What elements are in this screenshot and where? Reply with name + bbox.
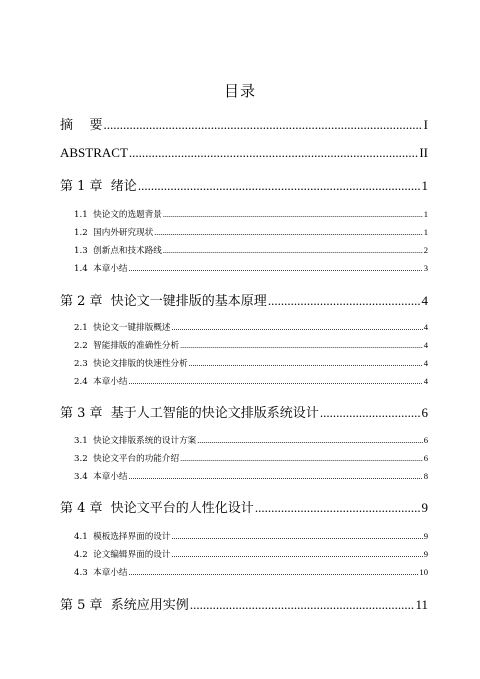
toc-entry-label: 摘 要 bbox=[60, 118, 103, 133]
toc-entry-page: 4 bbox=[423, 376, 428, 386]
toc-entry-page: 1 bbox=[423, 209, 428, 219]
toc-entry-chapter-4[interactable] bbox=[60, 497, 428, 516]
toc-entry-label: 3.1 快论文排版系统的设计方案 bbox=[74, 436, 197, 446]
toc-entry-chapter-2[interactable] bbox=[60, 290, 428, 309]
toc-leader-dots bbox=[171, 550, 422, 559]
toc-leader-dots bbox=[129, 472, 423, 481]
toc-leader-dots bbox=[163, 210, 423, 219]
toc-entry-2-4[interactable] bbox=[74, 375, 428, 387]
toc-entry-label: 第 3 章 基于人工智能的快论文排版系统设计 bbox=[60, 406, 319, 421]
toc-entry-4-2[interactable] bbox=[74, 548, 428, 560]
toc-entry-chapter-5[interactable] bbox=[60, 594, 428, 613]
toc-entry-label: 2.4 本章小结 bbox=[74, 377, 128, 387]
toc-entry-1-1[interactable] bbox=[74, 208, 428, 220]
toc-entry-chapter-3[interactable] bbox=[60, 402, 428, 421]
toc-leader-dots bbox=[180, 341, 423, 350]
toc-entry-4-3[interactable] bbox=[74, 566, 428, 578]
toc-entry-1-2[interactable] bbox=[74, 226, 428, 238]
toc-entry-1-3[interactable] bbox=[74, 244, 428, 256]
toc-entry-label: 2.1 快论文一键排版概述 bbox=[74, 323, 171, 333]
toc-entry-page: 4 bbox=[421, 293, 428, 308]
toc-entry-label: 3.4 本章小结 bbox=[74, 472, 128, 482]
toc-entry-chapter-1[interactable] bbox=[60, 175, 428, 194]
toc-entry-label: 第 1 章 绪论 bbox=[60, 179, 137, 194]
toc-entry-page: 11 bbox=[415, 597, 428, 612]
toc-entry-label: 第 2 章 快论文一键排版的基本原理 bbox=[60, 294, 267, 309]
toc-entry-2-3[interactable] bbox=[74, 357, 428, 369]
toc-entry-page: 9 bbox=[423, 549, 428, 559]
toc-leader-dots bbox=[190, 597, 415, 613]
toc-entry-label: 2.2 智能排版的准确性分析 bbox=[74, 341, 180, 351]
toc-leader-dots bbox=[268, 293, 421, 309]
toc-entry-label: 第 4 章 快论文平台的人性化设计 bbox=[60, 501, 254, 516]
toc-entry-page: 4 bbox=[423, 358, 428, 368]
toc-entry-page: 2 bbox=[423, 245, 428, 255]
toc-entry-4-1[interactable] bbox=[74, 530, 428, 542]
toc-entry-page: 9 bbox=[423, 531, 428, 541]
toc-entry-page: 1 bbox=[423, 227, 428, 237]
toc-entry-label: 1.3 创新点和技术路线 bbox=[74, 246, 162, 256]
toc-entry-page: I bbox=[423, 117, 428, 132]
toc-leader-dots bbox=[129, 377, 423, 386]
toc-leader-dots bbox=[255, 500, 421, 516]
toc-entry-label: ABSTRACT bbox=[60, 145, 128, 160]
toc-leader-dots bbox=[171, 532, 422, 541]
toc-entry-page: 4 bbox=[423, 340, 428, 350]
toc-entry-3-4[interactable] bbox=[74, 470, 428, 482]
toc-entry-abstract-cn[interactable] bbox=[60, 114, 428, 133]
toc-entry-page: 3 bbox=[423, 263, 428, 273]
toc-entry-2-2[interactable] bbox=[74, 339, 428, 351]
toc-entry-page: 6 bbox=[423, 453, 428, 463]
toc-entry-3-1[interactable] bbox=[74, 434, 428, 446]
toc-entry-page: 9 bbox=[421, 500, 428, 515]
toc-leader-dots bbox=[320, 405, 421, 421]
toc-leader-dots bbox=[154, 228, 422, 237]
toc-entry-abstract-en[interactable] bbox=[60, 145, 428, 161]
toc-leader-dots bbox=[104, 117, 423, 133]
toc-leader-dots bbox=[129, 568, 419, 577]
toc-title: 目录 bbox=[223, 82, 256, 100]
toc-entry-label: 1.2 国内外研究现状 bbox=[74, 228, 154, 238]
toc-entry-label: 第 5 章 系统应用实例 bbox=[60, 598, 189, 613]
toc-entry-label: 1.1 快论文的选题背景 bbox=[74, 210, 162, 220]
toc-entry-page: 10 bbox=[419, 567, 428, 577]
toc-leader-dots bbox=[171, 323, 422, 332]
toc-entry-page: 6 bbox=[421, 405, 428, 420]
toc-leader-dots bbox=[197, 436, 422, 445]
toc-entry-label: 3.2 快论文平台的功能介绍 bbox=[74, 454, 180, 464]
toc-entry-1-4[interactable] bbox=[74, 262, 428, 274]
toc-entry-2-1[interactable] bbox=[74, 321, 428, 333]
toc-entry-page: 6 bbox=[423, 435, 428, 445]
toc-leader-dots bbox=[180, 454, 423, 463]
toc-leader-dots bbox=[129, 145, 418, 161]
toc-leader-dots bbox=[138, 178, 421, 194]
toc-entry-3-2[interactable] bbox=[74, 452, 428, 464]
toc-entry-label: 2.3 快论文排版的快速性分析 bbox=[74, 359, 188, 369]
toc-leader-dots bbox=[129, 264, 423, 273]
toc-entry-label: 4.2 论文编辑界面的设计 bbox=[74, 550, 171, 560]
toc-entry-page: 4 bbox=[423, 322, 428, 332]
toc-entry-page: 1 bbox=[421, 178, 428, 193]
toc-entry-label: 4.3 本章小结 bbox=[74, 568, 128, 578]
toc-entry-page: II bbox=[419, 145, 428, 160]
toc-entry-label: 4.1 模板选择界面的设计 bbox=[74, 532, 171, 542]
toc-entry-page: 8 bbox=[423, 471, 428, 481]
toc-entry-label: 1.4 本章小结 bbox=[74, 264, 128, 274]
toc-leader-dots bbox=[189, 359, 423, 368]
toc-leader-dots bbox=[163, 246, 423, 255]
